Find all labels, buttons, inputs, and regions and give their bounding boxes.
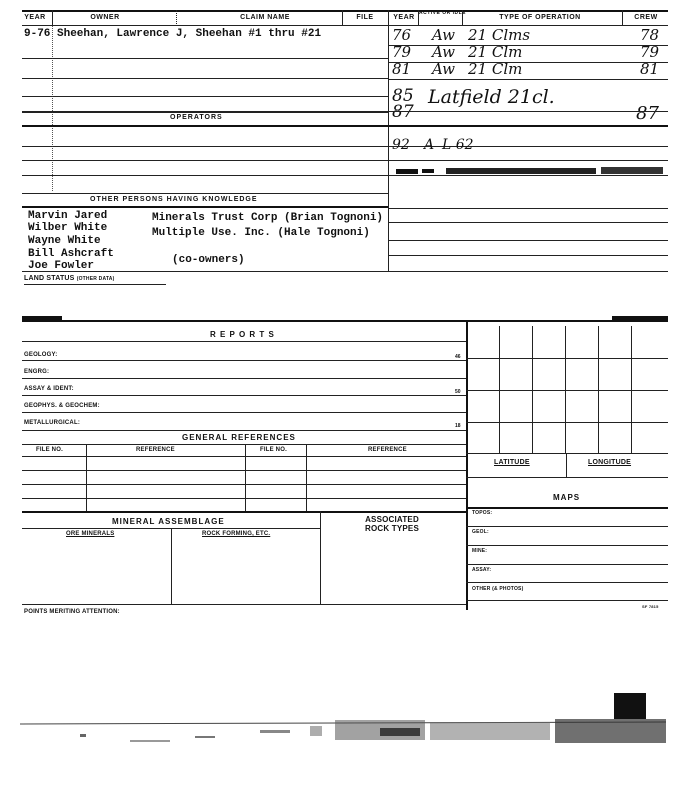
scan-noise [20, 716, 666, 752]
knowledge-org-2: Multiple Use. Inc. (Hale Tognoni) [152, 227, 370, 239]
sep-year-owner [52, 10, 53, 26]
scribbled-entry [396, 163, 666, 172]
assemblage-assoc-sep [320, 511, 321, 604]
header-active-idle-text: ACTIVE OR IDLE [419, 10, 467, 16]
header-active-idle [419, 10, 467, 16]
right-row-f [388, 240, 668, 241]
sep-type-crew [622, 10, 623, 26]
knowledge-org-1: Minerals Trust Corp (Brian Tognoni) [152, 212, 384, 224]
activity-row-1 [388, 45, 668, 46]
activity-type-1: 21 Clms [468, 26, 531, 44]
owner-row-2 [22, 78, 388, 79]
activity-crew-5: 87 [636, 103, 659, 124]
reports-engrg: ENGRG: [24, 369, 50, 375]
land-status-main: LAND STATUS [24, 275, 75, 282]
activity-status-2: Aw [432, 43, 455, 61]
sep-claim-file [342, 10, 343, 26]
reports-title: R E P O R T S [210, 330, 275, 339]
owner-row-1 [22, 58, 388, 59]
activity-year-3: 81 [392, 60, 412, 78]
operators-row-3 [22, 175, 388, 176]
knowledge-top-rule [22, 193, 388, 194]
activity-type-6: L 62 [442, 137, 474, 153]
reports-geophys: GEOPHYS. & GEOCHEM: [24, 403, 100, 409]
activity-row-2 [388, 62, 668, 63]
reports-row-2 [22, 378, 466, 379]
header-claim-name: CLAIM NAME [240, 14, 290, 21]
genref-col-2 [245, 444, 246, 511]
genref-file-no-2: FILE NO. [260, 447, 287, 453]
activity-status-1: Aw [432, 26, 455, 44]
top-border [22, 10, 668, 12]
genref-row-5 [22, 511, 466, 513]
maps-row-5 [466, 600, 668, 601]
land-status-underline [24, 284, 166, 285]
reports-metallurgical: METALLURGICAL: [24, 420, 81, 426]
owner-row-3 [22, 96, 388, 97]
reports-row-3 [22, 395, 466, 396]
activity-year-5: 87 [392, 102, 414, 122]
header-file: FILE [356, 14, 374, 21]
activity-year-6: 92 [392, 137, 410, 153]
knowledge-name-3: Wayne White [28, 235, 101, 247]
header-type-operation: TYPE OF OPERATION [499, 14, 581, 21]
sep-left-right [388, 10, 389, 272]
assemblage-col-sep [171, 528, 172, 604]
sep-active-type [462, 10, 463, 26]
header-year: YEAR [24, 14, 46, 21]
header-owner: OWNER [90, 14, 120, 21]
activity-type-4: Latfield 21cl. [428, 86, 555, 108]
knowledge-owners-note: (co-owners) [172, 254, 245, 266]
reports-geology-num: 46 [455, 354, 461, 360]
right-row-d [388, 208, 668, 209]
owner-year-column [52, 26, 53, 191]
activity-year-4: 85 [392, 86, 414, 106]
ore-minerals-label: ORE MINERALS [66, 531, 115, 537]
maps-other: OTHER (& PHOTOS) [472, 586, 524, 592]
maps-assay: ASSAY: [472, 567, 492, 573]
reports-row-4 [22, 412, 466, 413]
knowledge-bottom-rule [22, 206, 388, 208]
reports-geology: GEOLOGY: [24, 352, 58, 358]
land-status-label [24, 275, 114, 282]
genref-row-4 [22, 498, 466, 499]
activity-year-1: 76 [392, 26, 412, 44]
reports-header-rule [22, 341, 466, 342]
maps-row-2 [466, 545, 668, 546]
assemblage-bottom-rule [22, 604, 466, 605]
activity-crew-2: 79 [640, 43, 660, 61]
reports-metallurgical-num: 18 [455, 423, 461, 429]
activity-type-3: 21 Clm [468, 60, 523, 78]
latlong-sep [566, 453, 567, 477]
longitude-label: LONGITUDE [588, 459, 632, 466]
genref-col-3 [306, 444, 307, 511]
points-label: POINTS MERITING ATTENTION: [24, 609, 120, 615]
operators-row-2 [22, 160, 388, 161]
genref-row-1 [22, 456, 466, 457]
genref-file-no-1: FILE NO. [36, 447, 63, 453]
knowledge-end-rule [22, 271, 668, 272]
reports-row-1 [22, 360, 466, 361]
scan-noise-band [20, 716, 666, 752]
owner-row-4 [22, 112, 388, 113]
knowledge-name-4: Bill Ashcraft [28, 248, 114, 260]
latlong-bottom [466, 477, 668, 478]
scribble-marks [396, 167, 666, 176]
activity-year-2: 79 [392, 43, 412, 61]
operators-top-rule [22, 111, 668, 112]
maps-row-4 [466, 582, 668, 583]
activity-status-6: A [424, 137, 435, 153]
latitude-label: LATITUDE [494, 459, 530, 466]
maps-mine: MINE: [472, 548, 488, 554]
maps-geol: GEOL: [472, 529, 489, 535]
reports-top-rule [22, 320, 668, 322]
mineral-assemblage-title: MINERAL ASSEMBLAGE [112, 517, 225, 526]
grid-row-3 [466, 422, 668, 423]
right-row-b [388, 160, 668, 161]
grid-row-2 [466, 390, 668, 391]
genref-row-2 [22, 470, 466, 471]
operators-title: OPERATORS [170, 114, 223, 121]
operators-bottom-rule [22, 125, 388, 127]
activity-type-2: 21 Clm [468, 43, 523, 61]
reports-right-border [466, 320, 468, 610]
genref-header-rule [22, 444, 466, 445]
reports-assay-num: 50 [455, 389, 461, 395]
knowledge-name-5: Joe Fowler [28, 260, 95, 272]
header-crew: CREW [634, 14, 658, 21]
sep-year-active [418, 10, 419, 26]
header-year-right: YEAR [393, 14, 415, 21]
knowledge-name-1: Marvin Jared [28, 210, 108, 222]
activity-status-3: Aw [432, 60, 455, 78]
activity-crew-1: 78 [640, 26, 660, 44]
knowledge-title: OTHER PERSONS HAVING KNOWLEDGE [90, 196, 258, 203]
maps-topos: TOPOS: [472, 510, 493, 516]
right-mid-rule [388, 125, 668, 127]
reports-top-mark-left [22, 316, 62, 320]
activity-row-3 [388, 79, 668, 80]
maps-row-3 [466, 564, 668, 565]
grid-row-4 [466, 453, 668, 454]
grid-row-1 [466, 358, 668, 359]
right-row-g [388, 255, 668, 256]
maps-header-rule [466, 507, 668, 509]
right-row-e [388, 222, 668, 223]
land-status-sub: (OTHER DATA) [76, 276, 115, 282]
general-references-title: GENERAL REFERENCES [182, 433, 296, 442]
maps-row-1 [466, 526, 668, 527]
knowledge-name-2: Wilber White [28, 222, 108, 234]
genref-col-1 [86, 444, 87, 511]
reports-assay: ASSAY & IDENT: [24, 386, 74, 392]
reports-row-5 [22, 430, 466, 431]
genref-row-3 [22, 484, 466, 485]
genref-reference-1: REFERENCE [136, 447, 175, 453]
header-bottom-rule [22, 25, 668, 26]
owner-entry-line: 9-76 Sheehan, Lawrence J, Sheehan #1 thru #21 [24, 28, 322, 40]
genref-reference-2: REFERENCE [368, 447, 407, 453]
operators-row-1 [22, 146, 388, 147]
associated-rock-types: ASSOCIATED ROCK TYPES [364, 515, 419, 533]
maps-title: MAPS [553, 493, 581, 502]
activity-crew-3: 81 [640, 60, 660, 78]
rock-forming-label: ROCK FORMING, ETC. [202, 531, 271, 537]
reports-top-mark-right [612, 316, 668, 320]
form-code: SF 7815 [642, 604, 659, 609]
sep-owner-claim [176, 10, 177, 26]
